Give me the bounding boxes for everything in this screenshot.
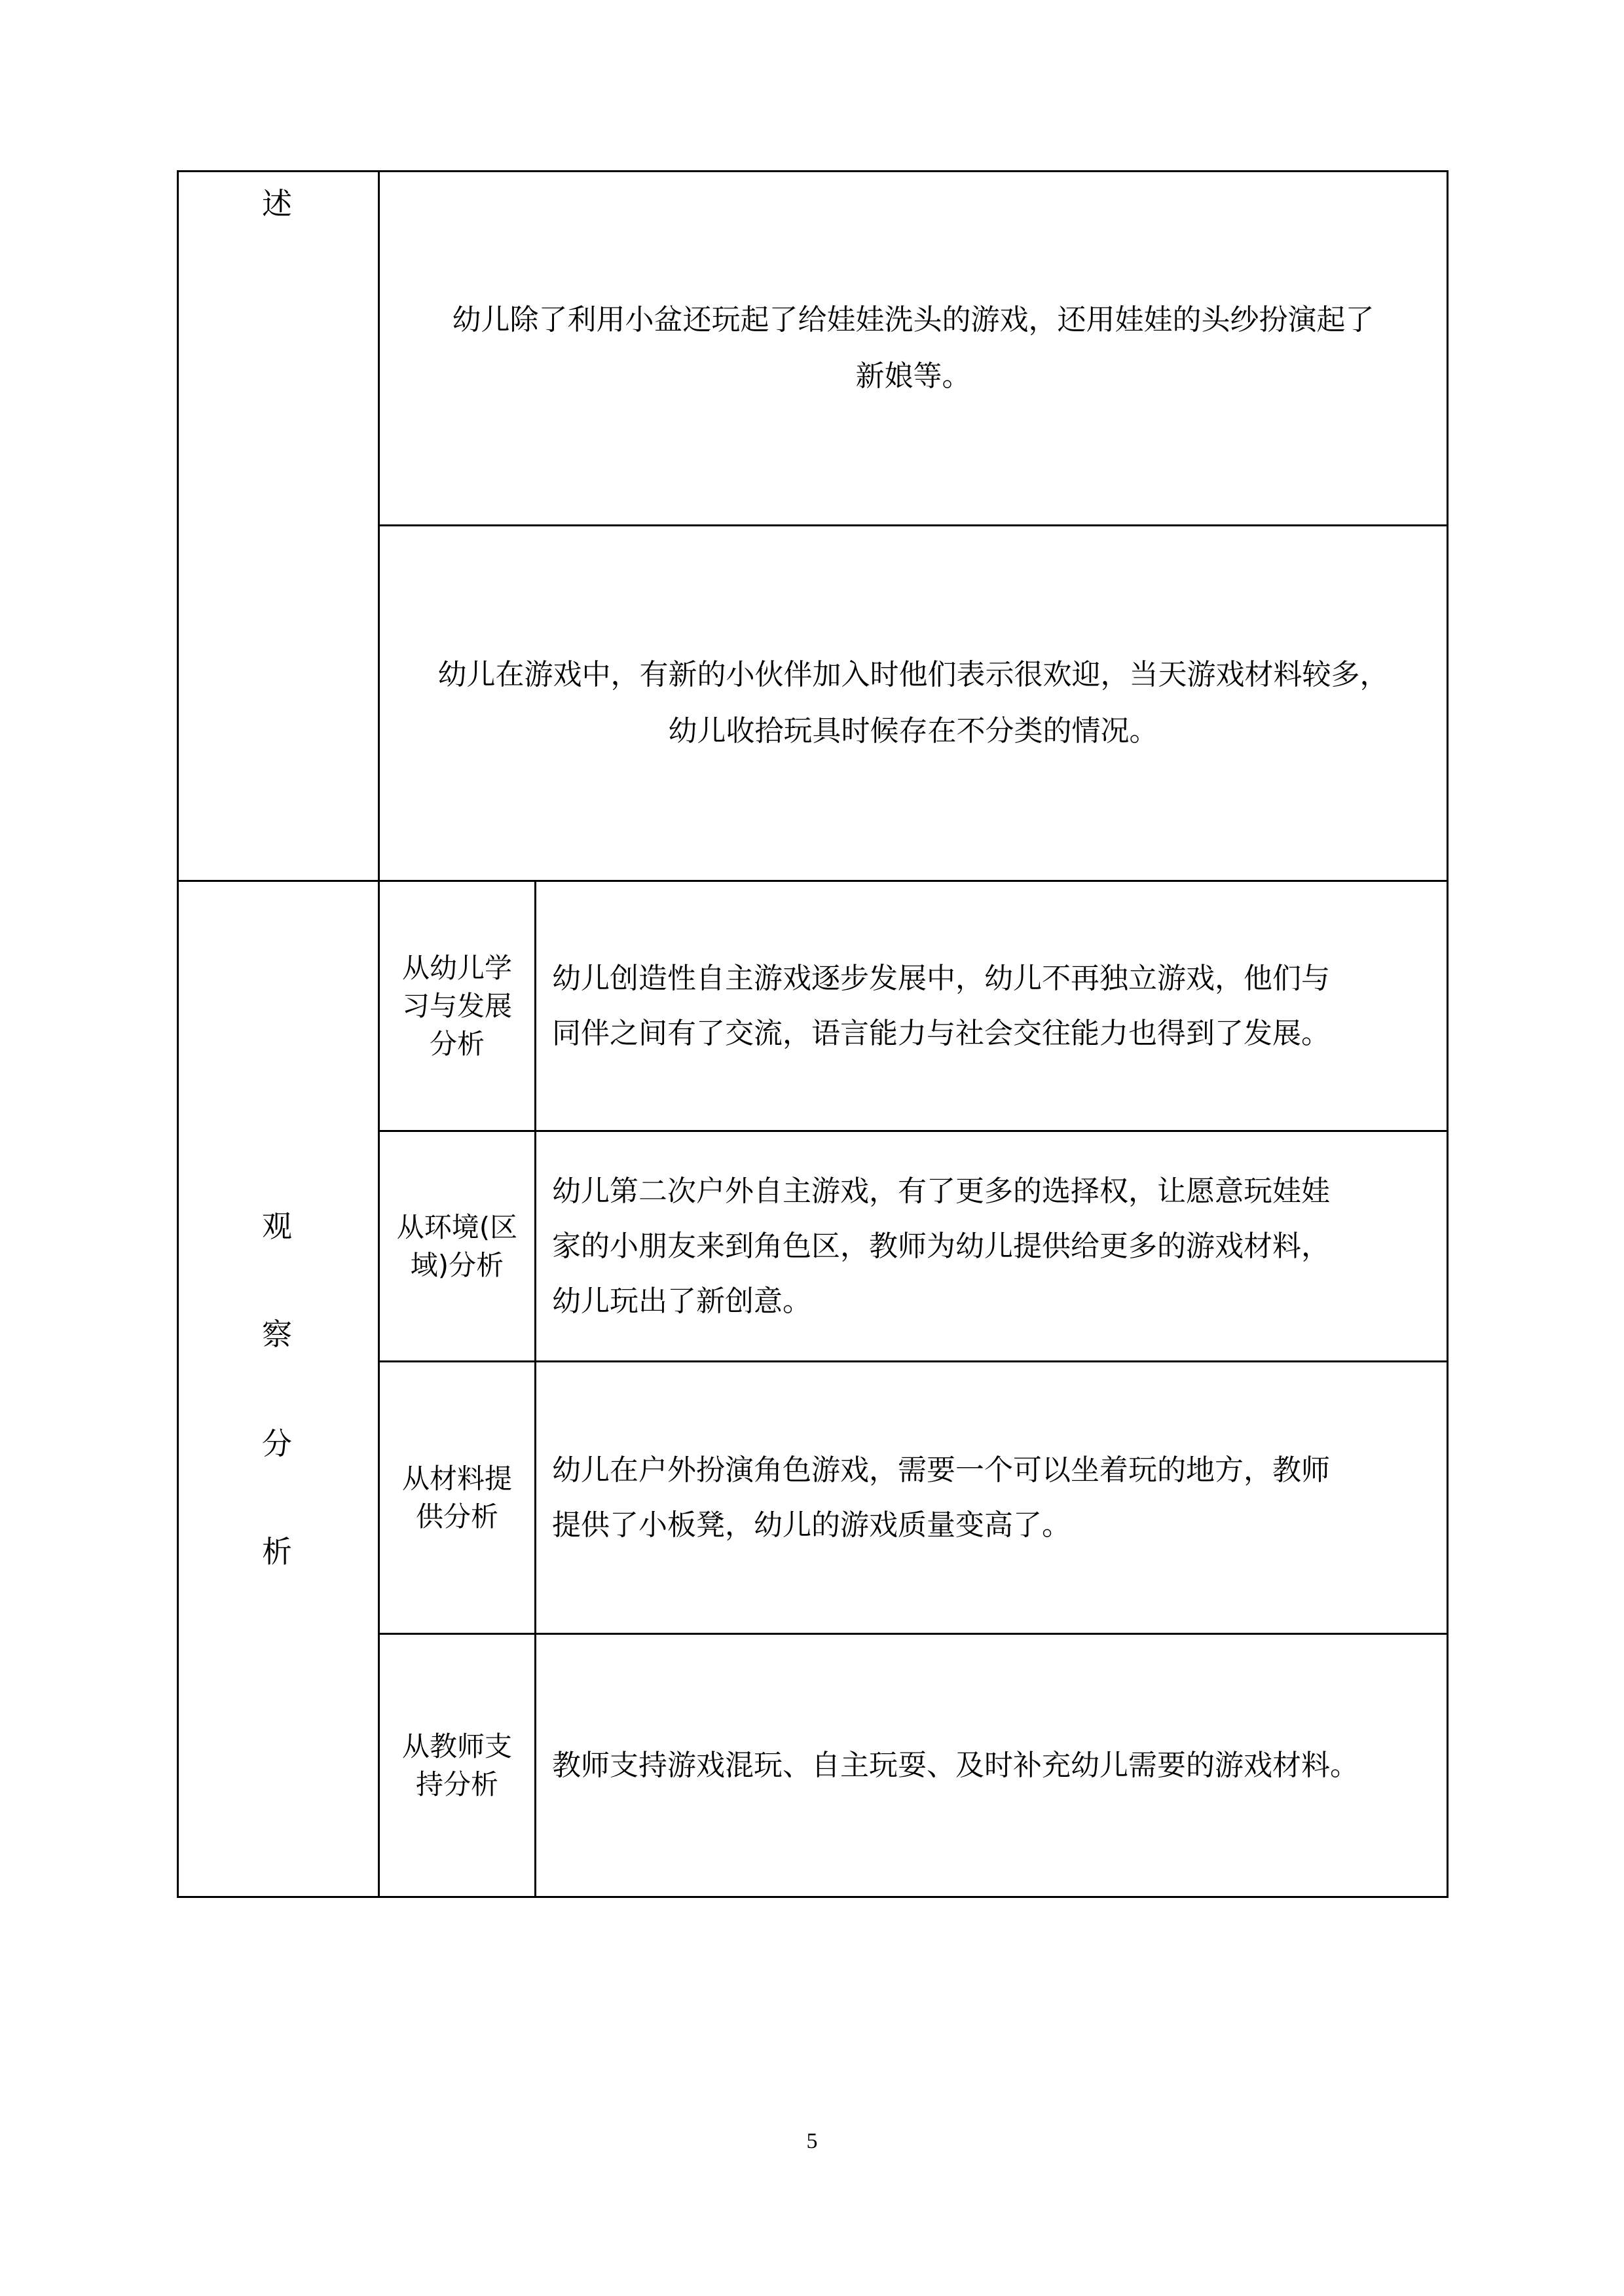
analysis-row-4-label: 从教师支 持分析 (401, 1730, 512, 1800)
analysis-row-1-label: 从幼儿学 习与发展 分析 (401, 951, 512, 1060)
analysis-row-1-text: 幼儿创造性自主游戏逐步发展中，幼儿不再独立游戏，他们与 同伴之间有了交流，语言能力与社会交往能力也得到了发展。 (552, 961, 1330, 1050)
section-label: 述 (262, 186, 292, 221)
page-number: 5 (806, 2129, 818, 2153)
narrative-line: 新娘等。 (855, 359, 971, 393)
analysis-row-3-text: 幼儿在户外扮演角色游戏，需要一个可以坐着玩的地方，教师 提供了小板凳，幼儿的游戏质量变高了。 (552, 1453, 1330, 1542)
analysis-title-char: 析 (262, 1534, 292, 1569)
analysis-row-2-label: 从环境(区 域)分析 (396, 1211, 518, 1281)
narrative-line: 幼儿收拾玩具时候存在不分类的情况。 (668, 714, 1158, 748)
analysis-row-4-text: 教师支持游戏混玩、自主玩耍、及时补充幼儿需要的游戏材料。 (552, 1748, 1359, 1782)
narrative-cell-1 (380, 172, 1447, 524)
narrative-cell-2 (380, 526, 1447, 880)
narrative-paragraph-1 (452, 292, 1375, 405)
table-border-right (1447, 170, 1449, 1898)
narrative-line: 幼儿除了利用小盆还玩起了给娃娃洗头的游戏，还用娃娃的头纱扮演起了 (452, 303, 1375, 337)
analysis-row-2-text: 幼儿第二次户外自主游戏，有了更多的选择权，让愿意玩娃娃 家的小朋友来到角色区，教师为幼儿提供给更多的游戏材料， 幼儿玩出了新创意。 (552, 1174, 1330, 1318)
narrative-line: 幼儿在游戏中，有新的小伙伴加入时他们表示很欢迎，当天游戏材料较多， (437, 658, 1389, 691)
analysis-row-3-label: 从材料提 供分析 (401, 1462, 512, 1533)
analysis-title-char: 分 (262, 1426, 292, 1461)
table-border-left (177, 170, 179, 1898)
analysis-title-char: 观 (262, 1209, 292, 1244)
table-border-bottom (177, 1896, 1449, 1898)
analysis-title-char: 察 (262, 1317, 292, 1352)
narrative-paragraph-2 (438, 647, 1389, 759)
